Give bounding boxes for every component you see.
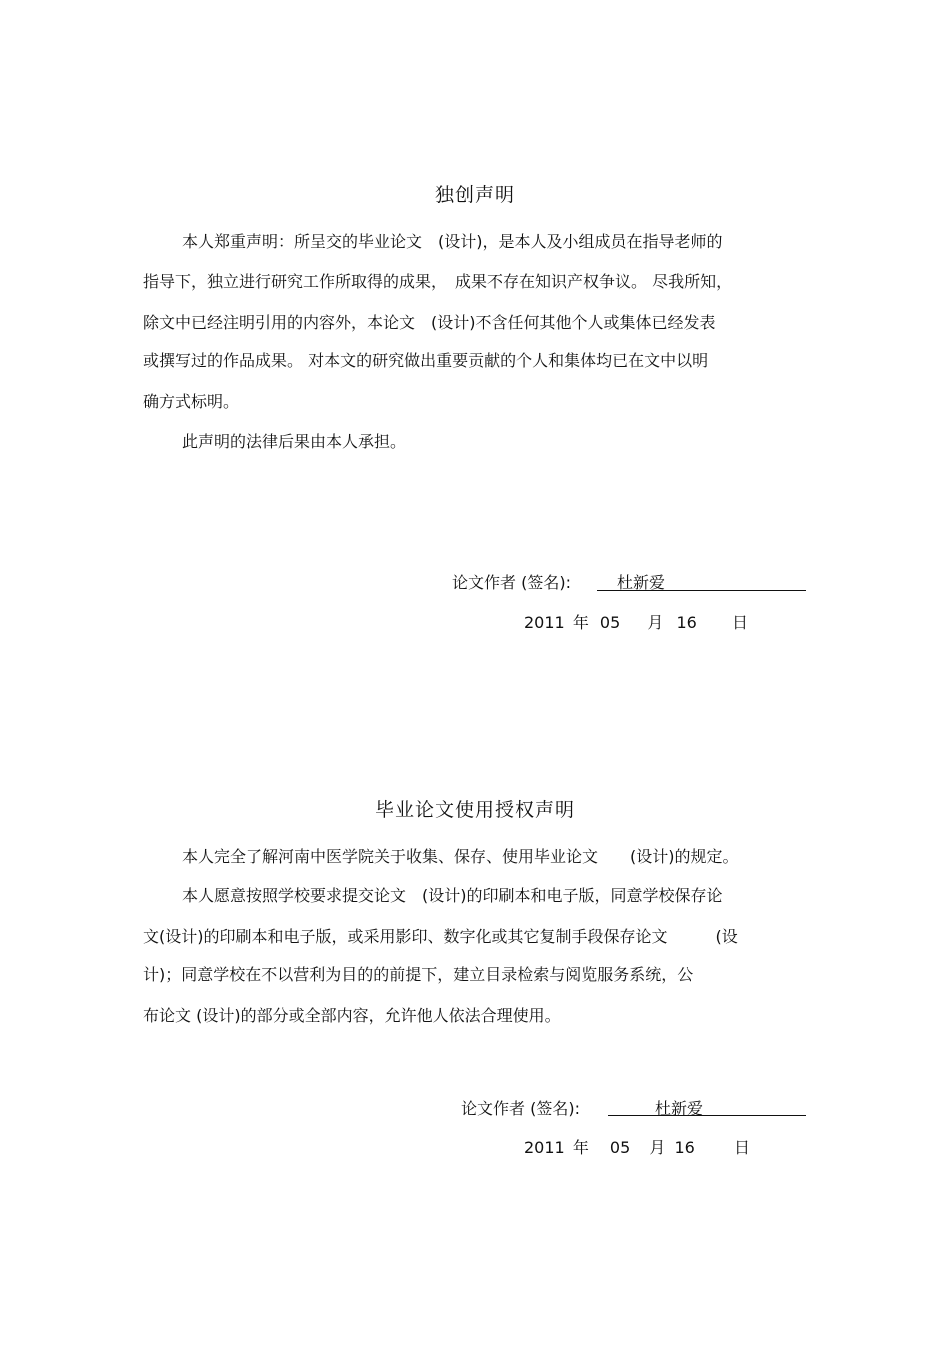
- declaration-line-3: 除文中已经注明引用的内容外，本论文 (设计)不含任何其他个人或集体已经发表: [143, 313, 716, 332]
- declaration-month: 05: [599, 613, 621, 632]
- authorization-day: 16: [674, 1138, 695, 1157]
- declaration-line-6: 此声明的法律后果由本人承担。: [182, 432, 407, 451]
- declaration-day-unit: 日: [731, 613, 748, 632]
- declaration-signature-name: 杜新爱: [617, 573, 666, 592]
- authorization-year-unit: 年: [572, 1138, 589, 1157]
- declaration-line-1: 本人郑重声明：所呈交的毕业论文 (设计)，是本人及小组成员在指导老师的: [182, 232, 723, 251]
- authorization-line-5: 布论文 (设计)的部分或全部内容，允许他人依法合理使用。: [143, 1006, 561, 1025]
- authorization-line-2: 本人愿意按照学校要求提交论文 (设计)的印刷本和电子版，同意学校保存论: [182, 886, 723, 905]
- declaration-signature-underline: [597, 590, 806, 591]
- authorization-signature-label: 论文作者 (签名):: [461, 1099, 580, 1118]
- declaration-title: 独创声明: [434, 184, 515, 206]
- authorization-line-3: 文(设计)的印刷本和电子版，或采用影印、数字化或其它复制手段保存论文 (设: [143, 927, 738, 946]
- authorization-title: 毕业论文使用授权声明: [374, 799, 575, 821]
- authorization-month: 05: [609, 1138, 631, 1157]
- declaration-year-unit: 年: [572, 613, 589, 632]
- authorization-signature-name: 杜新爱: [655, 1099, 704, 1118]
- authorization-month-unit: 月: [649, 1138, 666, 1157]
- declaration-line-2: 指导下，独立进行研究工作所取得的成果， 成果不存在知识产权争议。 尽我所知，: [143, 272, 733, 291]
- authorization-day-unit: 日: [733, 1138, 750, 1157]
- declaration-day: 16: [676, 613, 697, 632]
- declaration-signature-label: 论文作者 (签名):: [452, 573, 571, 592]
- authorization-date: [524, 1135, 750, 1158]
- declaration-date: [524, 610, 748, 633]
- authorization-line-1: 本人完全了解河南中医学院关于收集、保存、使用毕业论文 (设计)的规定。: [182, 847, 739, 866]
- declaration-month-unit: 月: [647, 613, 664, 632]
- declaration-line-4: 或撰写过的作品成果。 对本文的研究做出重要贡献的个人和集体均已在文中以明: [143, 351, 709, 370]
- authorization-line-4: 计)；同意学校在不以营利为目的的前提下，建立目录检索与阅览服务系统，公: [143, 965, 694, 984]
- authorization-signature-underline: [608, 1115, 806, 1116]
- authorization-year: 2011: [524, 1138, 565, 1157]
- declaration-year: 2011: [524, 613, 565, 632]
- declaration-line-5: 确方式标明。: [143, 392, 240, 411]
